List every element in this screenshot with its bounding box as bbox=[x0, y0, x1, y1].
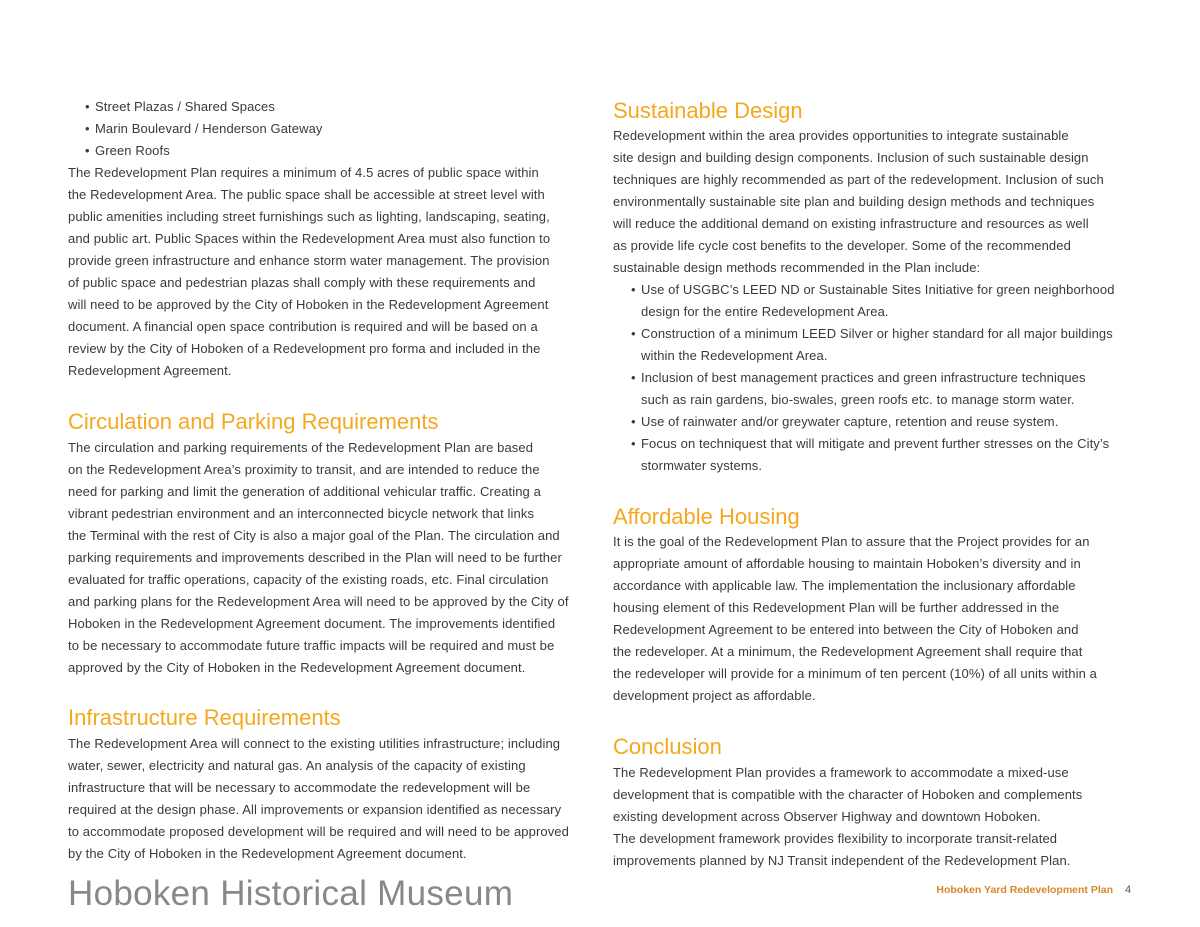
conclusion-paragraph bbox=[613, 762, 1082, 872]
infrastructure-paragraph bbox=[68, 733, 569, 865]
bullet-item bbox=[631, 279, 1115, 323]
text-line bbox=[68, 250, 550, 272]
line-text: such as rain gardens, bio-swales, green roofs etc. to manage storm water. bbox=[641, 392, 1075, 407]
text-line bbox=[68, 503, 569, 525]
text-line bbox=[613, 597, 1097, 619]
text-line bbox=[68, 459, 569, 481]
text-line bbox=[613, 641, 1097, 663]
text-line bbox=[68, 525, 569, 547]
line-text: within the Redevelopment Area. bbox=[641, 348, 828, 363]
line-text: approved by the City of Hoboken in the Redevelopment Agreement document. bbox=[68, 660, 526, 675]
bullet-icon: • bbox=[631, 326, 636, 341]
footer-document-title: Hoboken Yard Redevelopment Plan bbox=[936, 884, 1113, 896]
affordable-housing-heading: Affordable Housing bbox=[613, 504, 800, 529]
text-line bbox=[68, 437, 569, 459]
line-text: Green Roofs bbox=[95, 143, 170, 158]
line-text: development project as affordable. bbox=[613, 688, 816, 703]
text-line bbox=[68, 569, 569, 591]
line-text: the Terminal with the rest of City is also a major goal of the Plan. The circulation and bbox=[68, 528, 560, 543]
text-line bbox=[613, 213, 1104, 235]
line-text: the redeveloper. At a minimum, the Redevelopment Agreement shall require that bbox=[613, 644, 1083, 659]
bullet-line bbox=[641, 389, 1115, 411]
line-text: infrastructure that will be necessary to accommodate the redevelopment will be bbox=[68, 780, 531, 795]
bullet-icon: • bbox=[631, 282, 636, 297]
line-text: required at the design phase. All improvements or expansion identified as necessary bbox=[68, 802, 562, 817]
bullet-item bbox=[631, 433, 1115, 477]
text-line bbox=[68, 547, 569, 569]
sustainable-design-bullets bbox=[631, 279, 1115, 477]
line-text: Hoboken in the Redevelopment Agreement document. The improvements identified bbox=[68, 616, 556, 631]
text-line bbox=[68, 755, 569, 777]
line-text: techniques are highly recommended as part of the redevelopment. Inclusion of such bbox=[613, 172, 1104, 187]
line-text: will need to be approved by the City of Hoboken in the Redevelopment Agreement bbox=[68, 297, 549, 312]
line-text: The Redevelopment Area will connect to the existing utilities infrastructure; including bbox=[68, 736, 561, 751]
text-line bbox=[68, 294, 550, 316]
text-line bbox=[613, 531, 1097, 553]
bullet-icon: • bbox=[631, 436, 636, 451]
line-text: The circulation and parking requirements of the Redevelopment Plan are based bbox=[68, 440, 534, 455]
affordable-housing-paragraph bbox=[613, 531, 1097, 707]
text-line bbox=[68, 799, 569, 821]
line-text: need for parking and limit the generation of additional vehicular traffic. Creating a bbox=[68, 484, 541, 499]
line-text: design for the entire Redevelopment Area. bbox=[641, 304, 889, 319]
line-text: Redevelopment Agreement. bbox=[68, 363, 232, 378]
line-text: review by the City of Hoboken of a Redevelopment pro forma and included in the bbox=[68, 341, 541, 356]
line-text: Use of rainwater and/or greywater capture, retention and reuse system. bbox=[641, 414, 1059, 429]
line-text: It is the goal of the Redevelopment Plan to assure that the Project provides for an bbox=[613, 534, 1090, 549]
text-line bbox=[613, 806, 1082, 828]
circulation-paragraph bbox=[68, 437, 569, 679]
line-text: document. A financial open space contribution is required and will be based on a bbox=[68, 319, 538, 334]
line-text: Inclusion of best management practices and green infrastructure techniques bbox=[641, 370, 1086, 385]
text-line bbox=[613, 553, 1097, 575]
line-text: Construction of a minimum LEED Silver or higher standard for all major buildings bbox=[641, 326, 1113, 341]
text-line bbox=[613, 784, 1082, 806]
text-line bbox=[613, 663, 1097, 685]
bullet-line bbox=[641, 301, 1115, 323]
line-text: vibrant pedestrian environment and an interconnected bicycle network that links bbox=[68, 506, 535, 521]
text-line bbox=[613, 191, 1104, 213]
text-line bbox=[613, 235, 1104, 257]
bullet-icon: • bbox=[631, 414, 636, 429]
page-number: 4 bbox=[1125, 884, 1132, 896]
line-text: appropriate amount of affordable housing to maintain Hoboken’s diversity and in bbox=[613, 556, 1081, 571]
text-line bbox=[613, 147, 1104, 169]
bullet-item bbox=[85, 140, 323, 162]
line-text: and parking plans for the Redevelopment Area will need to be approved by the City of bbox=[68, 594, 569, 609]
line-text: to be necessary to accommodate future traffic impacts will be required and must be bbox=[68, 638, 555, 653]
bullet-line bbox=[631, 279, 1115, 301]
line-text: parking requirements and improvements described in the Plan will need to be further bbox=[68, 550, 562, 565]
line-text: improvements planned by NJ Transit independent of the Redevelopment Plan. bbox=[613, 853, 1071, 868]
line-text: Redevelopment within the area provides opportunities to integrate sustainable bbox=[613, 128, 1069, 143]
line-text: The development framework provides flexibility to incorporate transit-related bbox=[613, 831, 1058, 846]
text-line bbox=[68, 162, 550, 184]
line-text: the Redevelopment Area. The public space shall be accessible at street level with bbox=[68, 187, 545, 202]
line-text: Focus on techniquest that will mitigate and prevent further stresses on the City’s bbox=[641, 436, 1110, 451]
text-line bbox=[68, 338, 550, 360]
text-line bbox=[68, 657, 569, 679]
line-text: provide green infrastructure and enhance storm water management. The provision bbox=[68, 253, 550, 268]
text-line bbox=[613, 685, 1097, 707]
line-text: the redeveloper will provide for a minimum of ten percent (10%) of all units within a bbox=[613, 666, 1097, 681]
line-text: housing element of this Redevelopment Plan will be further addressed in the bbox=[613, 600, 1060, 615]
line-text: evaluated for traffic operations, capacity of the existing roads, etc. Final circulation bbox=[68, 572, 549, 587]
line-text: accordance with applicable law. The implementation the inclusionary affordable bbox=[613, 578, 1076, 593]
text-line bbox=[68, 481, 569, 503]
bullet-item bbox=[85, 96, 323, 118]
line-text: of public space and pedestrian plazas shall comply with these requirements and bbox=[68, 275, 536, 290]
amenity-bullet-list bbox=[85, 96, 323, 162]
text-line bbox=[68, 272, 550, 294]
bullet-line bbox=[641, 345, 1115, 367]
line-text: Use of USGBC’s LEED ND or Sustainable Sites Initiative for green neighborhood bbox=[641, 282, 1115, 297]
bullet-icon: • bbox=[85, 99, 90, 114]
line-text: environmentally sustainable site plan and building design methods and techniques bbox=[613, 194, 1095, 209]
line-text: stormwater systems. bbox=[641, 458, 763, 473]
text-line bbox=[68, 206, 550, 228]
line-text: to accommodate proposed development will be required and will need to be approved bbox=[68, 824, 569, 839]
line-text: development that is compatible with the character of Hoboken and complements bbox=[613, 787, 1083, 802]
line-text: Redevelopment Agreement to be entered into between the City of Hoboken and bbox=[613, 622, 1079, 637]
sustainable-design-paragraph bbox=[613, 125, 1104, 279]
line-text: water, sewer, electricity and natural gas. An analysis of the capacity of existing bbox=[68, 758, 526, 773]
line-text: and public art. Public Spaces within the Redevelopment Area must also function to bbox=[68, 231, 551, 246]
line-text: will reduce the additional demand on existing infrastructure and resources as well bbox=[613, 216, 1089, 231]
line-text: public amenities including street furnishings such as lighting, landscaping, seating, bbox=[68, 209, 550, 224]
text-line bbox=[68, 316, 550, 338]
museum-watermark: Hoboken Historical Museum bbox=[68, 874, 514, 913]
open-space-paragraph bbox=[68, 162, 550, 382]
text-line bbox=[68, 635, 569, 657]
line-text: The Redevelopment Plan requires a minimum of 4.5 acres of public space within bbox=[68, 165, 539, 180]
bullet-line bbox=[641, 455, 1115, 477]
bullet-icon: • bbox=[85, 143, 90, 158]
bullet-item bbox=[631, 411, 1115, 433]
bullet-line bbox=[631, 367, 1115, 389]
bullet-line bbox=[631, 411, 1115, 433]
bullet-icon: • bbox=[85, 121, 90, 136]
line-text: on the Redevelopment Area’s proximity to transit, and are intended to reduce the bbox=[68, 462, 540, 477]
bullet-icon: • bbox=[631, 370, 636, 385]
text-line bbox=[613, 828, 1082, 850]
text-line bbox=[613, 169, 1104, 191]
infrastructure-heading: Infrastructure Requirements bbox=[68, 705, 341, 730]
line-text: as provide life cycle cost benefits to the developer. Some of the recommended bbox=[613, 238, 1071, 253]
text-line bbox=[613, 125, 1104, 147]
text-line bbox=[68, 733, 569, 755]
circulation-heading: Circulation and Parking Requirements bbox=[68, 409, 439, 434]
text-line bbox=[68, 360, 550, 382]
text-line bbox=[613, 850, 1082, 872]
text-line bbox=[613, 762, 1082, 784]
text-line bbox=[68, 843, 569, 865]
text-line bbox=[613, 619, 1097, 641]
bullet-line bbox=[631, 433, 1115, 455]
text-line bbox=[68, 777, 569, 799]
bullet-item bbox=[85, 118, 323, 140]
bullet-item bbox=[631, 323, 1115, 367]
bullet-line bbox=[631, 323, 1115, 345]
line-text: Marin Boulevard / Henderson Gateway bbox=[95, 121, 323, 136]
line-text: The Redevelopment Plan provides a framework to accommodate a mixed-use bbox=[613, 765, 1069, 780]
text-line bbox=[613, 257, 1104, 279]
text-line bbox=[68, 228, 550, 250]
text-line bbox=[68, 821, 569, 843]
text-line bbox=[68, 184, 550, 206]
line-text: existing development across Observer Highway and downtown Hoboken. bbox=[613, 809, 1041, 824]
line-text: site design and building design components. Inclusion of such sustainable design bbox=[613, 150, 1089, 165]
sustainable-design-heading: Sustainable Design bbox=[613, 98, 803, 123]
line-text: sustainable design methods recommended in the Plan include: bbox=[613, 260, 981, 275]
text-line bbox=[613, 575, 1097, 597]
bullet-item bbox=[631, 367, 1115, 411]
line-text: by the City of Hoboken in the Redevelopment Agreement document. bbox=[68, 846, 467, 861]
line-text: Street Plazas / Shared Spaces bbox=[95, 99, 275, 114]
text-line bbox=[68, 591, 569, 613]
conclusion-heading: Conclusion bbox=[613, 734, 722, 759]
text-line bbox=[68, 613, 569, 635]
